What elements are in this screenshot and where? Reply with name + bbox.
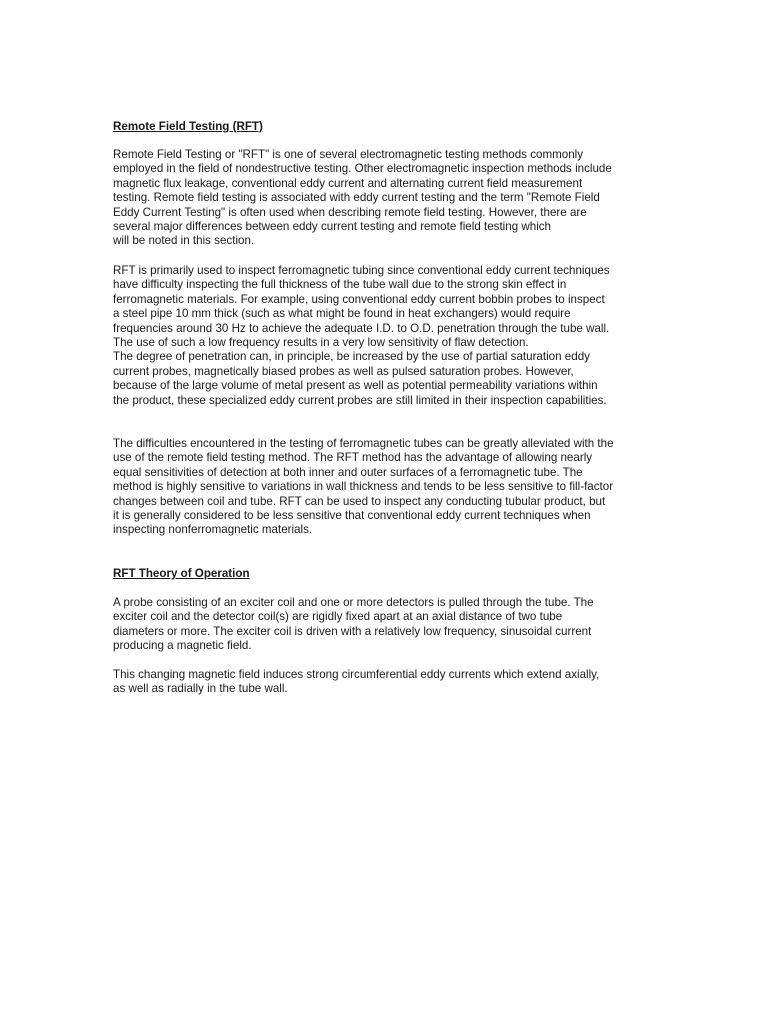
paragraph-line: exciter coil and the detector coil(s) are rigidly fixed apart at an axial distance of two tube	[113, 610, 563, 624]
paragraph-probe	[113, 596, 673, 654]
paragraph-line: This changing magnetic field induces strong circumferential eddy currents which extend axially,	[113, 668, 600, 681]
paragraph-line: inspecting nonferromagnetic materials.	[113, 523, 313, 537]
paragraph-line: The difficulties encountered in the testing of ferromagnetic tubes can be greatly alleviated with the	[113, 437, 614, 450]
paragraph-line: use of the remote field testing method. The RFT method has the advantage of allowing nearly	[113, 451, 593, 465]
paragraph-line: testing. Remote field testing is associated with eddy current testing and the term "Remote Field	[113, 191, 600, 205]
paragraph-line: the product, these specialized eddy current probes are still limited in their inspection capabilities.	[113, 393, 607, 407]
paragraph-line: because of the large volume of metal present as well as potential permeability variations within	[113, 379, 598, 393]
paragraph-intro	[113, 148, 673, 249]
paragraph-line: frequencies around 30 Hz to achieve the adequate I.D. to O.D. penetration through the tube wall.	[113, 321, 610, 335]
paragraph-line: have difficulty inspecting the full thickness of the tube wall due to the strong skin effect in	[113, 278, 567, 292]
paragraph-line: Eddy Current Testing" is often used when describing remote field testing. However, there are	[113, 205, 587, 219]
paragraph-magnetic-field	[113, 668, 673, 697]
paragraph-line: as well as radially in the tube wall.	[113, 682, 288, 696]
paragraph-line: equal sensitivities of detection at both inner and outer surfaces of a ferromagnetic tube. The	[113, 465, 583, 479]
paragraph-line: The use of such a low frequency results in a very low sensitivity of flaw detection.	[113, 336, 529, 350]
paragraph-line: a steel pipe 10 mm thick (such as what might be found in heat exchangers) would require	[113, 307, 571, 321]
paragraph-line: changes between coil and tube. RFT can be used to inspect any conducting tubular product, but	[113, 494, 606, 508]
paragraph-line: magnetic flux leakage, conventional eddy current and alternating current field measurement	[113, 176, 583, 190]
section-heading-theory: RFT Theory of Operation	[113, 567, 250, 580]
paragraph-line: current probes, magnetically biased probes as well as pulsed saturation probes. However,	[113, 364, 574, 378]
paragraph-line: ferromagnetic materials. For example, using conventional eddy current bobbin probes to inspect	[113, 292, 605, 306]
paragraph-line: A probe consisting of an exciter coil and one or more detectors is pulled through the tube. The	[113, 596, 594, 609]
paragraph-line: employed in the field of nondestructive testing. Other electromagnetic inspection methods include	[113, 162, 612, 176]
paragraph-line: method is highly sensitive to variations in wall thickness and tends to be less sensitive to fill-factor	[113, 480, 614, 494]
paragraph-line: producing a magnetic field.	[113, 639, 252, 653]
paragraph-line: will be noted in this section.	[113, 234, 255, 248]
paragraph-line: several major differences between eddy current testing and remote field testing which	[113, 220, 552, 234]
paragraph-line: RFT is primarily used to inspect ferromagnetic tubing since conventional eddy current techniques	[113, 264, 610, 277]
paragraph-line: diameters or more. The exciter coil is driven with a relatively low frequency, sinusoidal current	[113, 624, 592, 638]
paragraph-line: Remote Field Testing or "RFT" is one of several electromagnetic testing methods commonly	[113, 148, 584, 161]
section-heading-rft: Remote Field Testing (RFT)	[113, 120, 263, 133]
paragraph-line: it is generally considered to be less sensitive that conventional eddy current techniques when	[113, 509, 591, 523]
paragraph-difficulties	[113, 437, 673, 538]
paragraph-ferromagnetic	[113, 264, 673, 408]
paragraph-line: The degree of penetration can, in principle, be increased by the use of partial saturation eddy	[113, 350, 590, 364]
